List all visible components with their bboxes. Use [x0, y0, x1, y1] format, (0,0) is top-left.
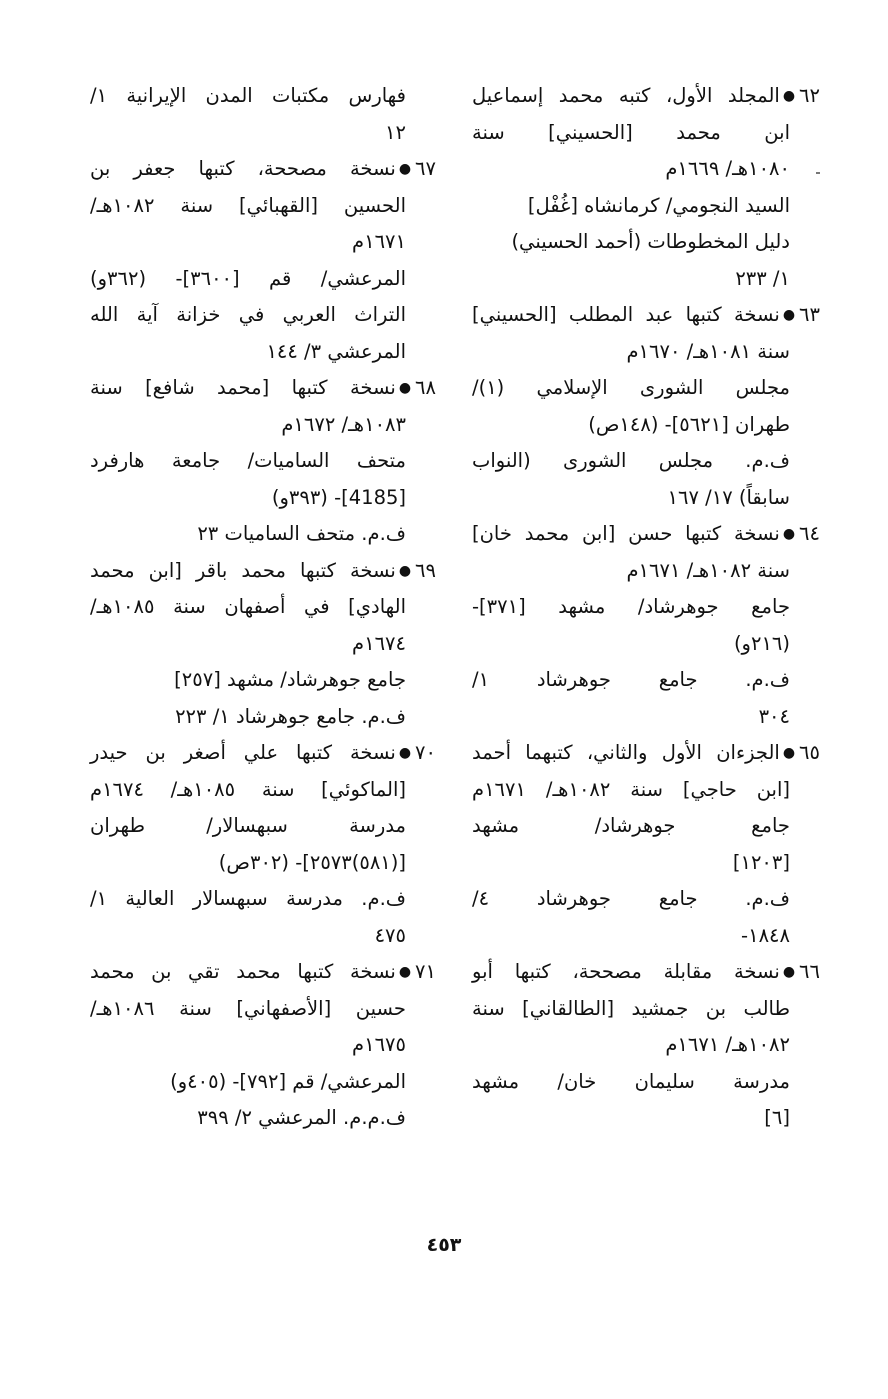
entry-number: ٦٢: [799, 84, 820, 107]
entry-line: فهارس مكتبات المدن الإيرانية ١/: [90, 84, 406, 107]
bullet-icon: ●: [398, 562, 412, 579]
left-column: [90, 78, 436, 1137]
entry-line: [ابن حاجي] سنة ١٠٨٢هـ/ ١٦٧١م: [472, 777, 790, 801]
entry-line: ف.م.م. المرعشي ٢/ ٣٩٩: [197, 1106, 406, 1129]
entry-line: ١٠٨٢هـ/ ١٦٧١م: [665, 1033, 790, 1056]
entry-line: ١/ ٢٣٣: [735, 266, 790, 290]
scan-mark: [816, 172, 820, 174]
entry-line: ابن محمد [الحسيني] سنة: [472, 120, 790, 144]
entry-line: [الماكوئي] سنة ١٠٨٥هـ/ ١٦٧٤م: [90, 777, 407, 801]
entry-line: نسخة كتبها علي أصغر بن حيدر: [90, 741, 396, 764]
entry-line: ١٦٧٥م: [352, 1033, 406, 1056]
entry-line: ٤٧٥: [374, 923, 406, 947]
bullet-icon: ●: [782, 745, 796, 761]
entry-line: ١٠٨٠هـ/ ١٦٦٩م: [665, 157, 790, 180]
entry-line: ف.م. جامع جوهرشاد ٤/: [472, 887, 790, 910]
entry-line: المرعشي/ قم [٧٩٢]- (٤٠٥و): [170, 1069, 406, 1093]
entry-line: نسخة كتبها حسن [ابن محمد خان]: [472, 522, 780, 545]
entry-line: الحسين [القهبائي] سنة ١٠٨٢هـ/: [90, 193, 406, 217]
entry-line: المرعشي/ قم [٣٦٠٠]- (٣٦٢و): [90, 266, 406, 290]
entry-line: مجلس الشورى الإسلامي (١)/: [472, 376, 790, 399]
entry-line: جامع جوهرشاد/ مشهد: [472, 814, 790, 837]
entry-line: سنة ١٠٨٢هـ/ ١٦٧١م: [626, 558, 790, 582]
entry-62: [472, 78, 820, 297]
entry-line: حسين [الأصفهاني] سنة ١٠٨٦هـ/: [90, 996, 406, 1020]
entry-line: ف.م. مدرسة سبهسالار العالية ١/: [90, 887, 406, 910]
entry-line: الهادي] في أصفهان سنة ١٠٨٥هـ/: [90, 595, 406, 618]
entry-line: نسخة كتبها محمد تقي بن محمد: [90, 960, 396, 983]
entry-line: ١٦٧١م: [352, 230, 406, 253]
entry-number: ٦٤: [799, 522, 820, 545]
entry-line: المجلد الأول، كتبه محمد إسماعيل: [472, 84, 780, 107]
entry-line: التراث العربي في خزانة آية الله: [90, 303, 406, 326]
entry-line: طالب بن جمشيد [الطالقاني] سنة: [472, 996, 790, 1020]
right-column: [472, 78, 820, 1137]
entry-line: دليل المخطوطات (أحمد الحسيني): [511, 230, 790, 253]
entry-line: [(٥٨١)٢٥٧٣]- (٣٠٢ص): [218, 850, 406, 874]
bullet-icon: ●: [782, 307, 796, 323]
entry-line: نسخة كتبها [محمد شافع] سنة: [90, 376, 396, 399]
entry-line: [4185]- (٣٩٣و): [271, 485, 406, 509]
entry-line: ٣٠٤: [758, 704, 790, 728]
entry-number: ٦٧: [415, 157, 436, 180]
entry-line: المرعشي ٣/ ١٤٤: [266, 339, 406, 363]
entry-number: ٦٥: [799, 741, 820, 764]
entry-number: ٦٨: [415, 376, 436, 399]
entry-64: [472, 516, 820, 735]
entry-66: [472, 954, 820, 1137]
entry-line: ١٠٨٣هـ/ ١٦٧٢م: [281, 412, 406, 436]
entry-68: [90, 370, 436, 553]
entry-line: نسخة كتبها عبد المطلب [الحسيني]: [472, 303, 780, 326]
entry-line: [١٢٠٣]: [732, 850, 790, 874]
entry-line: متحف الساميات/ جامعة هارفرد: [90, 449, 406, 472]
entry-63: [472, 297, 820, 516]
entry-continuation: [90, 78, 436, 151]
entry-69: [90, 553, 436, 736]
bullet-icon: ●: [398, 964, 412, 980]
bullet-icon: ●: [782, 88, 796, 104]
bullet-icon: ●: [398, 380, 412, 396]
bullet-icon: ●: [782, 526, 796, 542]
entry-line: مدرسة سبهسالار/ طهران: [90, 814, 406, 837]
entry-line: ١٨٤٨-: [741, 923, 790, 947]
entry-line: نسخة مقابلة مصححة، كتبها أبو: [472, 960, 780, 983]
entry-line: سابقاً) ١٧/ ١٦٧: [667, 485, 790, 509]
entry-line: مدرسة سليمان خان/ مشهد: [472, 1069, 790, 1093]
entry-number: ٦٩: [415, 558, 436, 582]
entry-line: السيد النجومي/ كرمانشاه [غُفْل]: [527, 193, 790, 217]
entry-line: نسخة كتبها محمد باقر [ابن محمد: [90, 558, 396, 582]
entry-67: [90, 151, 436, 370]
bullet-icon: ●: [398, 161, 412, 177]
entry-number: ٧١: [415, 960, 436, 983]
entry-70: [90, 735, 436, 954]
entry-line: سنة ١٠٨١هـ/ ١٦٧٠م: [626, 339, 790, 363]
entry-line: ١٢: [385, 120, 406, 144]
entry-line: جامع جوهرشاد/ مشهد [٢٥٧]: [174, 668, 406, 691]
entry-line: ف.م. مجلس الشورى (النواب: [472, 449, 790, 472]
entry-line: نسخة مصححة، كتبها جعفر بن: [90, 157, 396, 180]
entry-line: طهران [٥٦٢١]- (١٤٨ص): [588, 412, 790, 436]
entry-line: ف.م. جامع جوهرشاد ١/ ٢٢٣: [175, 704, 406, 728]
entry-number: ٦٣: [799, 303, 820, 326]
bullet-icon: ●: [782, 964, 796, 980]
entry-line: جامع جوهرشاد/ مشهد [٣٧١]-: [472, 595, 790, 618]
entry-line: [٦]: [764, 1106, 790, 1129]
entry-line: ١٦٧٤م: [352, 631, 406, 655]
entry-number: ٦٦: [799, 960, 820, 983]
bullet-icon: ●: [398, 745, 412, 761]
entry-line: (٢١٦و): [733, 631, 790, 655]
entry-number: ٧٠: [415, 741, 436, 764]
page-number: ٤٥٣: [426, 1234, 462, 1256]
entry-line: ف.م. متحف الساميات ٢٣: [197, 522, 406, 545]
entry-line: ف.م. جامع جوهرشاد ١/: [472, 668, 790, 691]
entry-65: [472, 735, 820, 954]
entry-line: الجزءان الأول والثاني، كتبهما أحمد: [472, 741, 780, 764]
entry-71: [90, 954, 436, 1137]
